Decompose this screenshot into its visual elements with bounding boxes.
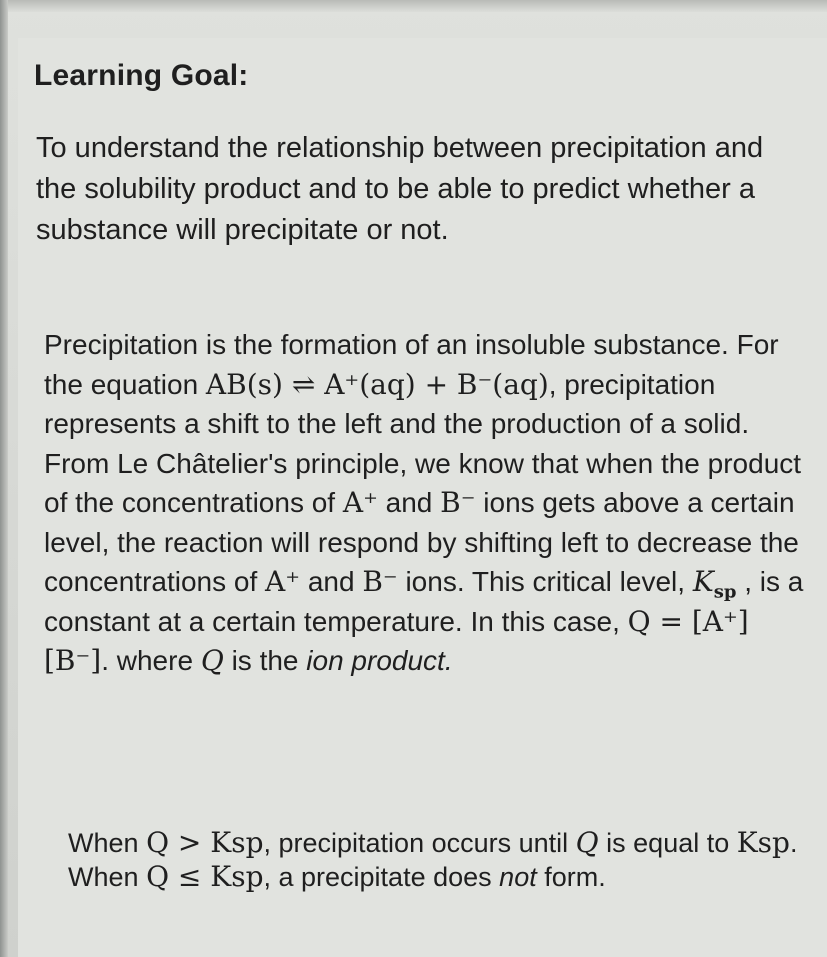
intro-sentence-3: ions gets above a certain level, the reaction will respond by shifting left to decrease the concentrations of bbox=[44, 487, 799, 597]
condition-1-expression: Q > Ksp bbox=[146, 826, 264, 859]
cation-symbol: A⁺ bbox=[342, 486, 378, 519]
q-symbol: Q bbox=[200, 644, 224, 677]
intro-sentence-2: , precipitation represents a shift to the left and the production of a solid. From Le Châtelier's principle, we know that when the product of the concentrations of bbox=[44, 368, 802, 518]
anion-symbol: B⁻ bbox=[440, 486, 476, 519]
condition-2: When Q ≤ Ksp, a precipitate does not form. bbox=[68, 860, 606, 893]
not-emphasis: not bbox=[499, 862, 537, 892]
intro-sentence-7: is the bbox=[231, 645, 299, 676]
intro-sentence-5: , is a constant at a certain temperature. In this case, bbox=[44, 566, 804, 637]
photo-top-edge bbox=[0, 0, 827, 12]
learning-goal-title: Learning Goal: bbox=[34, 59, 249, 92]
cation-symbol-2: A⁺ bbox=[265, 565, 301, 598]
ksp-symbol: $K_{sp}$ bbox=[692, 565, 737, 603]
condition-1-q: Q bbox=[575, 826, 599, 859]
intro-sentence-4: ions. This critical level, bbox=[405, 566, 686, 597]
condition-1-ksp: Ksp bbox=[736, 826, 790, 859]
condition-2-expression: Q ≤ Ksp bbox=[146, 860, 264, 893]
photo-left-edge bbox=[0, 0, 8, 957]
dissolution-equation: AB(s) ⇌ A⁺(aq) + B⁻(aq) bbox=[205, 367, 549, 401]
ion-product-term: ion product. bbox=[306, 645, 453, 676]
intro-paragraph bbox=[44, 325, 804, 681]
anion-symbol-2: B⁻ bbox=[362, 565, 398, 598]
ion-product-expression: Q = [A⁺][B⁻] bbox=[44, 604, 749, 677]
condition-1: When Q > Ksp, precipitation occurs until Q is equal to Ksp. bbox=[68, 826, 798, 859]
intro-sentence-6: . where bbox=[101, 645, 194, 676]
precipitation-conditions bbox=[68, 826, 798, 894]
intro-sentence-1: Precipitation is the formation of an insoluble substance. For the equation bbox=[44, 329, 779, 400]
and-word-2: and bbox=[307, 566, 355, 597]
learning-goal-text: To understand the relationship between precipitation and the solubility product and to be able to predict whether a substance will precipitate or not. bbox=[36, 132, 764, 246]
and-word: and bbox=[385, 487, 433, 518]
